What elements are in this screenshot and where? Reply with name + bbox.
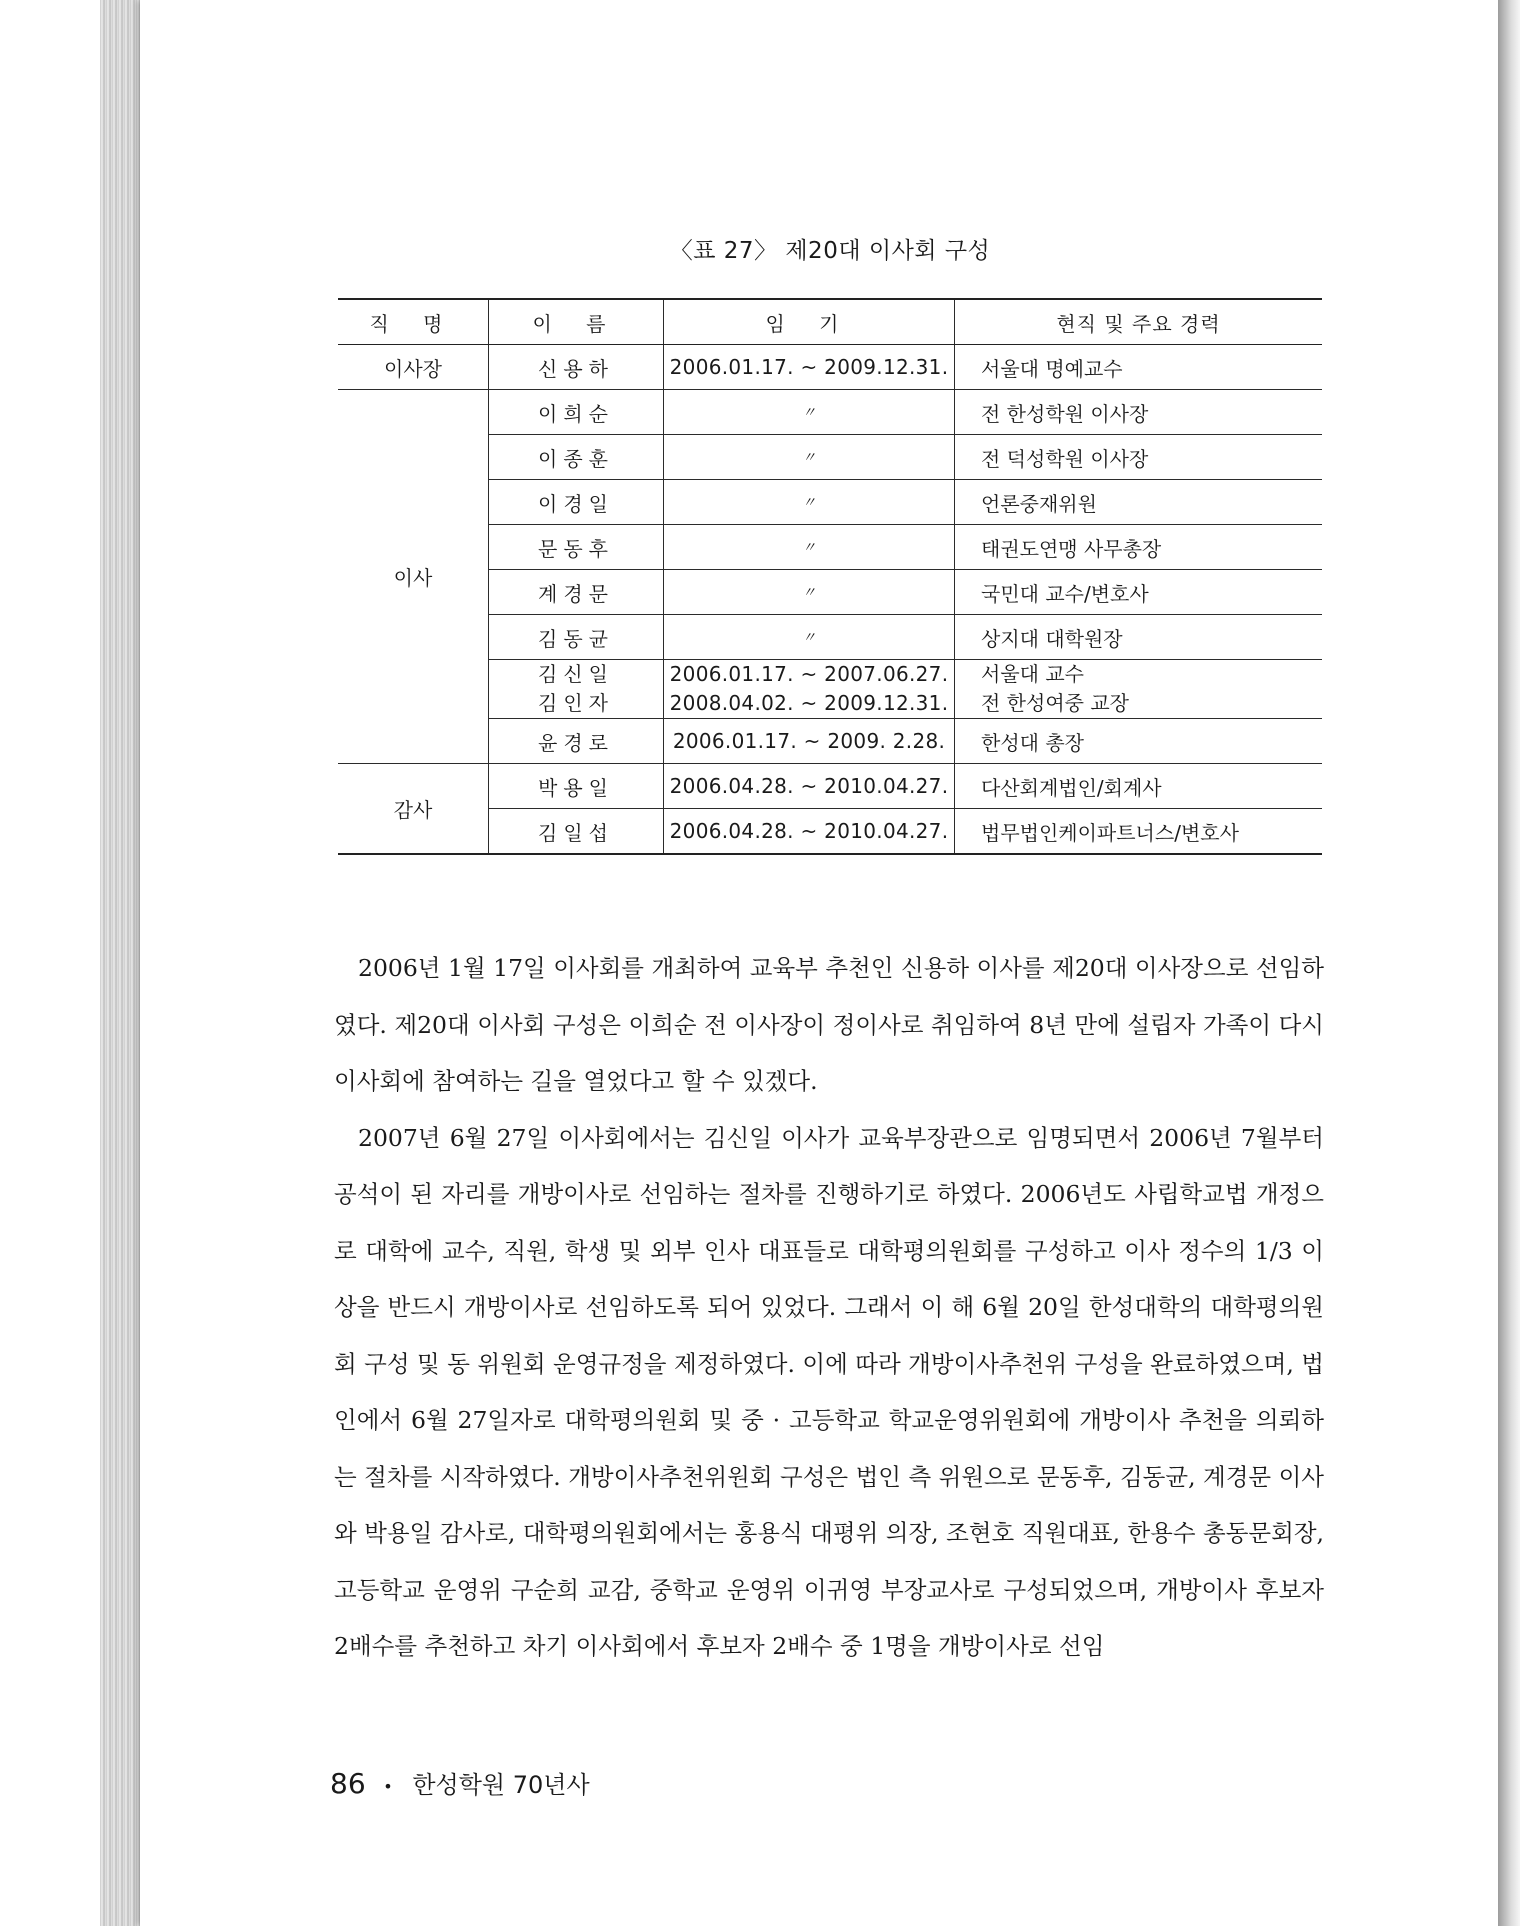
body-text — [334, 940, 1324, 1675]
table-row — [338, 764, 1322, 809]
term-cell: 〃 — [664, 435, 955, 480]
page-number: 86 — [330, 1767, 366, 1800]
role-cell: 감사 — [338, 764, 489, 855]
term-cell — [664, 660, 955, 719]
career-cell: 태권도연맹 사무총장 — [955, 525, 1323, 570]
header-role: 직 명 — [338, 299, 489, 345]
term-cell: 〃 — [664, 480, 955, 525]
career-cell: 전 한성학원 이사장 — [955, 390, 1323, 435]
term-cell: 〃 — [664, 570, 955, 615]
page-footer — [330, 1765, 590, 1800]
book-title: 한성학원 70년사 — [412, 1771, 590, 1799]
term-cell: 2006.04.28. ~ 2010.04.27. — [664, 764, 955, 809]
term-cell: 2006.01.17. ~ 2009.12.31. — [664, 345, 955, 390]
table-caption: 〈표 27〉 제20대 이사회 구성 — [669, 238, 991, 264]
table-header-row — [338, 299, 1322, 345]
career-line: 전 한성여중 교장 — [981, 691, 1129, 715]
career-cell: 상지대 대학원장 — [955, 615, 1323, 660]
term-cell: 〃 — [664, 615, 955, 660]
name-cell — [489, 660, 664, 719]
career-cell: 한성대 총장 — [955, 719, 1323, 764]
career-cell: 법무법인케이파트너스/변호사 — [955, 809, 1323, 855]
paragraph: 2007년 6월 27일 이사회에서는 김신일 이사가 교육부장관으로 임명되면서 2006년 7월부터 공석이 된 자리를 개방이사로 선임하는 절차를 진행하기로 하였다. 2006년도 사립학교법 개정으로 대학에 교수, 직원, 학생 및 외부 인사 대표들로 대학평의원회를 구성하고 이사 정수의 1/3 이상을 반드시 개방이사로 선임하도록 되어 있었다. 그래서 이 해 6월 20일 한성대학의 대학평의원회 구성 및 동 위원회 운영규정을 제정하였다. 이에 따라 개방이사추천위 구성을 완료하였으며, 법인에서 6월 27일자로 대학평의원회 및 중 · 고등학교 학교운영위원회에 개방이사 추천을 의뢰하는 절차를 시작하였다. 개방이사추천위원회 구성은 법인 측 위원으로 문동후, 김동균, 계경문 이사와 박용일 감사로, 대학평의원회에서는 홍용식 대평위 의장, 조현호 직원대표, 한용수 총동문회장, 고등학교 운영위 구순희 교감, 중학교 운영위 이귀영 부장교사로 구성되었으며, 개방이사 후보자 2배수를 추천하고 차기 이사회에서 후보자 2배수 중 1명을 개방이사로 선임 — [334, 1123, 1324, 1660]
name-line: 김인자 — [538, 691, 614, 715]
name-cell: 윤경로 — [489, 719, 664, 764]
role-cell: 이사 — [338, 390, 489, 764]
name-line: 김신일 — [538, 662, 614, 686]
career-cell: 국민대 교수/변호사 — [955, 570, 1323, 615]
header-career: 현직 및 주요 경력 — [955, 299, 1323, 345]
name-cell: 문동후 — [489, 525, 664, 570]
career-line: 서울대 교수 — [981, 662, 1084, 686]
name-cell: 이경일 — [489, 480, 664, 525]
paragraph: 2006년 1월 17일 이사회를 개최하여 교육부 추천인 신용하 이사를 제20대 이사장으로 선임하였다. 제20대 이사회 구성은 이희순 전 이사장이 정이사로 취임하여 8년 만에 설립자 가족이 다시 이사회에 참여하는 길을 열었다고 할 수 있겠다. — [334, 954, 1324, 1095]
table-row — [338, 390, 1322, 435]
role-cell: 이사장 — [338, 345, 489, 390]
name-cell: 신용하 — [489, 345, 664, 390]
name-cell: 이종훈 — [489, 435, 664, 480]
career-cell — [955, 660, 1323, 719]
name-cell: 김일섭 — [489, 809, 664, 855]
career-cell: 다산회계법인/회계사 — [955, 764, 1323, 809]
career-cell: 전 덕성학원 이사장 — [955, 435, 1323, 480]
table-row — [338, 345, 1322, 390]
board-composition-table — [338, 298, 1322, 855]
bullet-icon: • — [383, 1776, 393, 1796]
term-cell: 2006.01.17. ~ 2009. 2.28. — [664, 719, 955, 764]
career-cell: 언론중재위원 — [955, 480, 1323, 525]
name-cell: 박용일 — [489, 764, 664, 809]
term-cell: 2006.04.28. ~ 2010.04.27. — [664, 809, 955, 855]
term-line: 2006.01.17. ~ 2007.06.27. — [669, 662, 949, 686]
term-cell: 〃 — [664, 390, 955, 435]
name-cell: 이희순 — [489, 390, 664, 435]
name-cell: 김동균 — [489, 615, 664, 660]
term-cell: 〃 — [664, 525, 955, 570]
name-cell: 계경문 — [489, 570, 664, 615]
page-stack-edge — [100, 0, 140, 1926]
header-name: 이 름 — [489, 299, 664, 345]
career-cell: 서울대 명예교수 — [955, 345, 1323, 390]
page-shadow — [1498, 0, 1520, 1926]
term-line: 2008.04.02. ~ 2009.12.31. — [669, 691, 949, 715]
header-term: 임 기 — [664, 299, 955, 345]
